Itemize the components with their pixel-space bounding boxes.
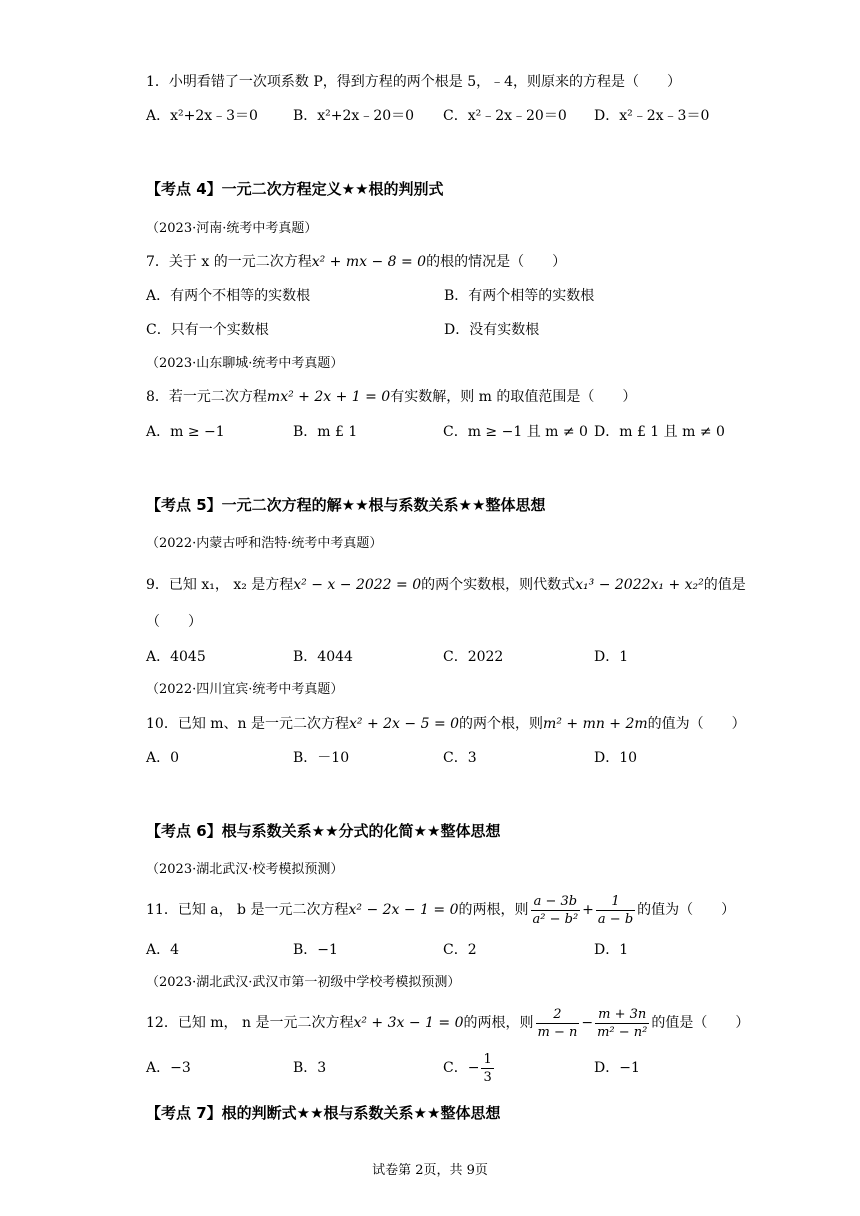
q12-option-b: B．3 <box>293 1060 327 1076</box>
section5-title: 【考点 5】一元二次方程的解★★根与系数关系★★整体思想 <box>146 496 546 514</box>
q1-stem: 1．小明看错了一次项系数 P，得到方程的两个根是 5，﹣4，则原来的方程是（ ） <box>146 74 682 90</box>
q9-option-d: D．1 <box>594 649 629 665</box>
q8-equation: mx² + 2x + 1 = 0 <box>266 389 391 405</box>
q11-fraction-2: $\frac{1}{a - b}$ <box>597 893 634 927</box>
q7-option-d: D．没有实数根 <box>444 322 540 338</box>
q10-expression: m² + mn + 2m <box>543 716 648 732</box>
q11-option-b: B．−1 <box>293 942 338 958</box>
q11-source: （2023·湖北武汉·校考模拟预测） <box>146 862 344 877</box>
q9-answer-paren: （ ） <box>146 614 202 630</box>
q8-option-c: C．m ≥ −1 且 m ≠ 0 <box>443 424 588 440</box>
q7-equation: x² + mx − 8 = 0 <box>311 254 427 270</box>
q9-option-a: A．4045 <box>146 649 206 665</box>
q7-stem: 7．关于 x 的一元二次方程x² + mx − 8 = 0的根的情况是（ ） <box>146 254 567 270</box>
q12-stem: 12．已知 m， n 是一元二次方程x² + 3x − 1 = 0的两根，则 $\frac{2}{m - n}$ − $\frac{m + 3n}{\text{m² − n²}}$ 的值是（ ） <box>146 1006 750 1040</box>
q12-option-d: D．−1 <box>594 1060 640 1076</box>
q10-option-c: C．3 <box>443 750 477 766</box>
q11-option-c: C．2 <box>443 942 477 958</box>
q11-option-d: D．1 <box>594 942 629 958</box>
q10-stem: 10．已知 m、n 是一元二次方程x² + 2x − 5 = 0的两个根，则m² + mn + 2m的值为（ ） <box>146 716 746 732</box>
q9-stem: 9．已知 x₁， x₂ 是方程x² − x − 2022 = 0的两个实数根，则代数式x₁³ − 2022x₁ + x₂²的值是 <box>146 577 746 593</box>
q10-option-d: D．10 <box>594 750 638 766</box>
q8-option-d: D．m £ 1 且 m ≠ 0 <box>594 424 725 440</box>
q8-source: （2023·山东聊城·统考中考真题） <box>146 356 344 371</box>
q1-option-d: D．x²﹣2x﹣3＝0 <box>594 108 710 124</box>
page-footer: 试卷第 2页，共 9页 <box>372 1163 488 1178</box>
q7-option-c: C．只有一个实数根 <box>146 322 269 338</box>
q10-equation: x² + 2x − 5 = 0 <box>349 716 460 732</box>
q12-option-c-fraction: $\frac{1}{3}$ <box>483 1051 492 1085</box>
section7-title: 【考点 7】根的判断式★★根与系数关系★★整体思想 <box>146 1104 501 1122</box>
q9-source: （2022·内蒙古呼和浩特·统考中考真题） <box>146 536 383 551</box>
section4-title: 【考点 4】一元二次方程定义★★根的判别式 <box>146 180 444 198</box>
q8-option-b: B．m £ 1 <box>293 424 358 440</box>
q1-option-c: C．x²﹣2x﹣20＝0 <box>443 108 567 124</box>
q12-option-a: A．−3 <box>146 1060 191 1076</box>
q1-option-b: B．x²+2x﹣20＝0 <box>293 108 415 124</box>
q9-expression: x₁³ − 2022x₁ + x₂² <box>575 577 704 593</box>
q12-fraction-2: $\frac{m + 3n}{\text{m² − n²}}$ <box>597 1006 648 1040</box>
q10-option-b: B．－10 <box>293 750 350 766</box>
q11-equation: x² − 2x − 1 = 0 <box>348 902 459 918</box>
q10-option-a: A．0 <box>146 750 180 766</box>
q8-option-a: A．m ≥ −1 <box>146 424 225 440</box>
q10-source: （2022·四川宜宾·统考中考真题） <box>146 682 344 697</box>
q9-option-c: C．2022 <box>443 649 504 665</box>
q11-option-a: A．4 <box>146 942 180 958</box>
q7-source: （2023·河南·统考中考真题） <box>146 221 318 236</box>
q12-fraction-1: $\frac{2}{m - n}$ <box>537 1006 578 1040</box>
q7-option-b: B．有两个相等的实数根 <box>444 288 595 304</box>
q11-fraction-1: $\frac{a - 3b}{\text{a² − b²}}$ <box>532 893 579 927</box>
section6-title: 【考点 6】根与系数关系★★分式的化简★★整体思想 <box>146 822 501 840</box>
q1-option-a: A．x²+2x﹣3＝0 <box>146 108 258 124</box>
q9-equation: x² − x − 2022 = 0 <box>293 577 422 593</box>
q8-stem: 8．若一元二次方程mx² + 2x + 1 = 0有实数解，则 m 的取值范围是（ ） <box>146 389 637 405</box>
q12-option-c: C．− $\frac{1}{3}$ <box>443 1051 492 1085</box>
q7-option-a: A．有两个不相等的实数根 <box>146 288 311 304</box>
q11-stem: 11．已知 a， b 是一元二次方程x² − 2x − 1 = 0的两根，则 $\frac{a - 3b}{\text{a² − b²}}$ + $\frac{1}{a - b}$ 的值为（ ） <box>146 893 736 927</box>
q12-equation: x² + 3x − 1 = 0 <box>353 1015 464 1031</box>
q12-source: （2023·湖北武汉·武汉市第一初级中学校考模拟预测） <box>146 975 461 990</box>
q9-option-b: B．4044 <box>293 649 353 665</box>
